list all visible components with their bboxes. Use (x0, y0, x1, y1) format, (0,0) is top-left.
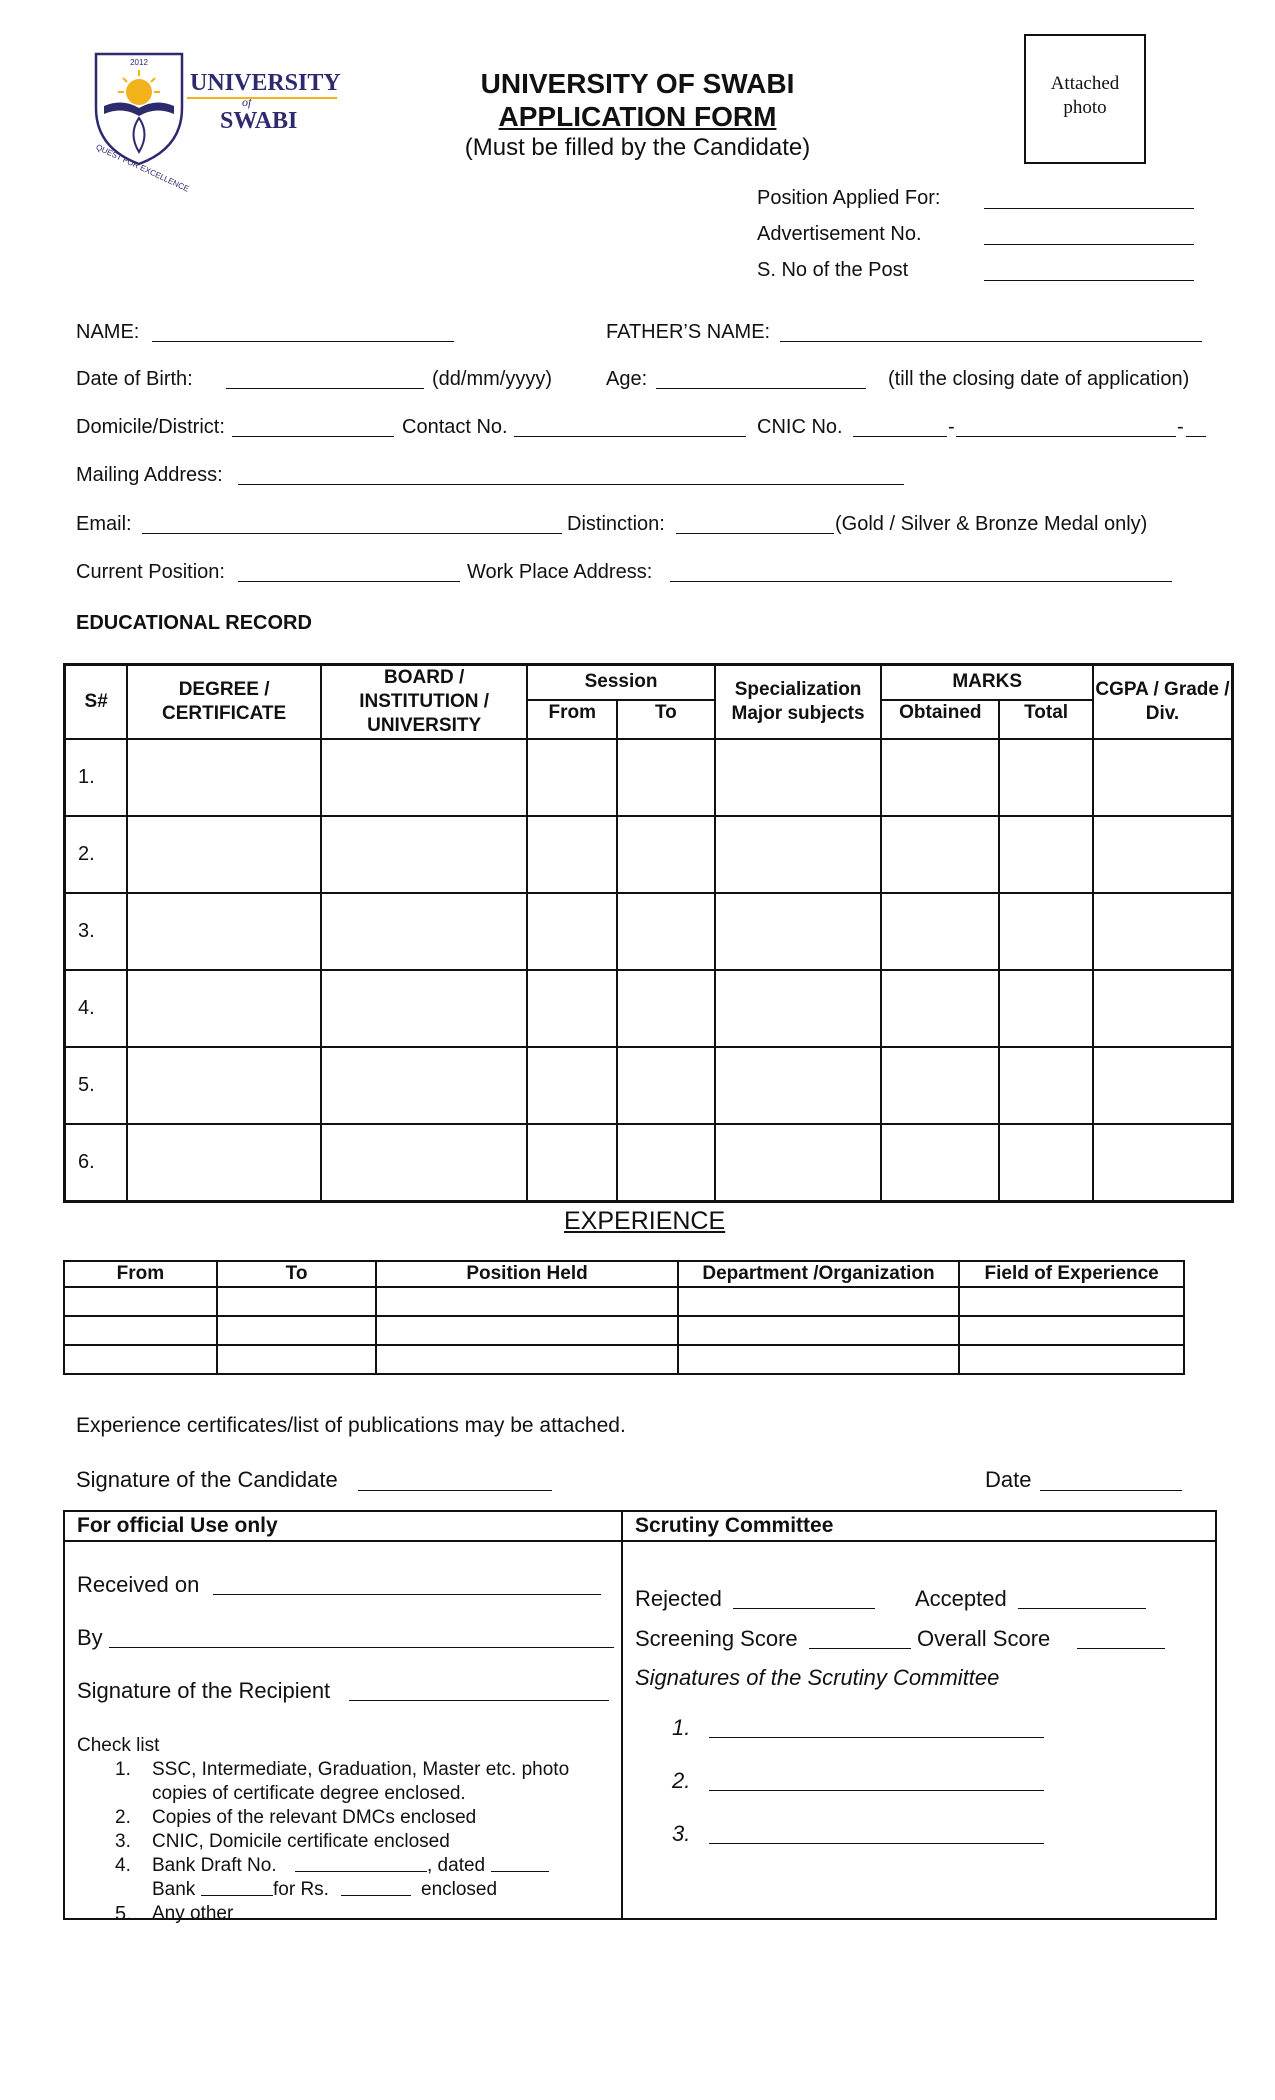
photo-box[interactable] (1024, 34, 1146, 164)
experience-cell[interactable] (376, 1287, 677, 1316)
received-on-label: Received on (77, 1572, 200, 1597)
svg-text:UNIVERSITY: UNIVERSITY (190, 70, 341, 96)
marks-total-header: Total (999, 700, 1093, 739)
check-item-5: Any other (152, 1903, 234, 1924)
official-use-box (63, 1510, 1217, 1925)
education-cell[interactable] (881, 1047, 999, 1124)
education-cell[interactable] (127, 1124, 321, 1201)
education-cell[interactable] (881, 816, 999, 893)
education-row-number: 4. (65, 970, 128, 1047)
degree-header: DEGREE / CERTIFICATE (127, 665, 321, 740)
scrutiny-signature-3[interactable] (709, 1825, 1044, 1844)
accepted-label: Accepted (915, 1586, 1007, 1611)
overall-score-field[interactable] (1077, 1630, 1165, 1649)
father-name-field[interactable] (780, 325, 1202, 342)
rejected-label: Rejected (635, 1586, 722, 1611)
contact-label: Contact No. (402, 416, 508, 438)
experience-cell[interactable] (217, 1287, 377, 1316)
logo-motto: QUEST FOR EXCELLENCE (94, 142, 191, 194)
exp-from-header: From (64, 1261, 217, 1287)
distinction-label: Distinction: (567, 513, 665, 535)
any-other-field[interactable] (248, 1905, 420, 1920)
by-field[interactable] (109, 1629, 614, 1648)
distinction-note: (Gold / Silver & Bronze Medal only) (835, 513, 1148, 535)
education-row-number: 3. (65, 893, 128, 970)
experience-row (64, 1287, 1184, 1316)
bank-name-field[interactable] (201, 1881, 273, 1896)
education-row (65, 1047, 1233, 1124)
candidate-signature-label: Signature of the Candidate (76, 1467, 338, 1492)
session-to-header: To (617, 700, 715, 739)
work-place-field[interactable] (670, 565, 1172, 582)
education-cell[interactable] (127, 816, 321, 893)
amount-field[interactable] (341, 1881, 411, 1896)
cnic-dash-1: - (948, 416, 955, 438)
experience-note: Experience certificates/list of publications may be attached. (76, 1414, 626, 1437)
advertisement-label: Advertisement No. (757, 223, 922, 245)
domicile-field[interactable] (232, 420, 394, 437)
sno-header: S# (65, 665, 128, 740)
post-sno-field[interactable] (984, 264, 1194, 281)
education-cell[interactable] (881, 739, 999, 816)
experience-cell[interactable] (678, 1345, 960, 1374)
cnic-dash-2: - (1177, 416, 1184, 438)
experience-cell[interactable] (959, 1345, 1184, 1374)
education-cell[interactable] (999, 1047, 1093, 1124)
experience-cell[interactable] (217, 1345, 377, 1374)
education-cell[interactable] (321, 1124, 527, 1201)
position-applied-label: Position Applied For: (757, 187, 941, 209)
scrutiny-signature-2[interactable] (709, 1772, 1044, 1791)
distinction-field[interactable] (676, 517, 834, 534)
education-cell[interactable] (1093, 816, 1233, 893)
screening-score-field[interactable] (809, 1630, 911, 1649)
scrutiny-sig-num-1: 1. (672, 1715, 691, 1740)
cnic-field-1[interactable] (853, 420, 947, 437)
exp-to-header: To (217, 1261, 377, 1287)
photo-label: Attached photo (1050, 73, 1120, 118)
cnic-field-2[interactable] (956, 420, 1176, 437)
education-row (65, 893, 1233, 970)
scrutiny-signatures-label: Signatures of the Scrutiny Committee (635, 1665, 1000, 1690)
board-header: BOARD / INSTITUTION / UNIVERSITY (321, 665, 527, 740)
education-cell[interactable] (321, 893, 527, 970)
education-row-number: 2. (65, 816, 128, 893)
check-num-5: 5. (115, 1903, 132, 1925)
education-cell[interactable] (527, 816, 617, 893)
education-cell[interactable] (617, 739, 715, 816)
education-cell[interactable] (321, 970, 527, 1047)
education-cell[interactable] (527, 1047, 617, 1124)
education-cell[interactable] (527, 1124, 617, 1201)
experience-cell[interactable] (64, 1345, 217, 1374)
bank-draft-date-field[interactable] (491, 1857, 549, 1872)
accepted-field[interactable] (1018, 1590, 1146, 1609)
check-item-4-dated: , dated (427, 1855, 486, 1876)
post-sno-label: S. No of the Post (757, 259, 909, 281)
age-label: Age: (606, 368, 648, 390)
cgpa-header: CGPA / Grade / Div. (1093, 665, 1233, 740)
date-field[interactable] (1040, 1472, 1182, 1491)
check-item-2: Copies of the relevant DMCs enclosed (152, 1807, 477, 1828)
experience-row (64, 1345, 1184, 1374)
check-num-2: 2. (115, 1807, 131, 1828)
education-cell[interactable] (715, 816, 882, 893)
education-cell[interactable] (715, 739, 882, 816)
check-item-3: CNIC, Domicile certificate enclosed (152, 1831, 450, 1852)
svg-text:SWABI: SWABI (220, 108, 298, 134)
advertisement-field[interactable] (984, 228, 1194, 245)
dob-field[interactable] (226, 372, 424, 389)
domicile-label: Domicile/District: (76, 416, 225, 438)
education-cell[interactable] (127, 1047, 321, 1124)
experience-table (63, 1260, 1185, 1375)
education-cell[interactable] (715, 970, 882, 1047)
education-cell[interactable] (881, 893, 999, 970)
overall-score-label: Overall Score (917, 1626, 1051, 1651)
experience-heading: EXPERIENCE (564, 1207, 726, 1235)
education-cell[interactable] (1093, 1124, 1233, 1201)
education-cell[interactable] (1093, 1047, 1233, 1124)
age-note: (till the closing date of application) (888, 368, 1190, 390)
check-item-4-for-rs: for Rs. (273, 1879, 329, 1900)
exp-position-header: Position Held (376, 1261, 677, 1287)
education-cell[interactable] (127, 893, 321, 970)
educational-record-heading: EDUCATIONAL RECORD (76, 612, 312, 634)
education-row (65, 816, 1233, 893)
education-row-number: 6. (65, 1124, 128, 1201)
name-field[interactable] (152, 325, 454, 342)
exp-department-header: Department /Organization (678, 1261, 960, 1287)
mailing-field[interactable] (238, 468, 904, 485)
logo-year: 2012 (130, 58, 148, 67)
education-cell[interactable] (999, 893, 1093, 970)
education-cell[interactable] (715, 1124, 882, 1201)
name-label: NAME: (76, 321, 140, 343)
scrutiny-signature-1[interactable] (709, 1719, 1044, 1738)
form-title: APPLICATION FORM (498, 101, 777, 132)
rejected-field[interactable] (733, 1590, 875, 1609)
screening-score-label: Screening Score (635, 1626, 798, 1651)
education-row-number: 1. (65, 739, 128, 816)
candidate-signature-field[interactable] (358, 1472, 552, 1491)
experience-cell[interactable] (678, 1316, 960, 1345)
check-item-4-enclosed: enclosed (421, 1879, 498, 1900)
experience-cell[interactable] (959, 1287, 1184, 1316)
educational-record-table (63, 663, 1234, 1203)
university-title: UNIVERSITY OF SWABI (480, 68, 795, 99)
session-header: Session (527, 665, 714, 700)
bank-draft-field[interactable] (295, 1857, 427, 1872)
official-use-title: For official Use only (77, 1514, 278, 1537)
email-field[interactable] (142, 517, 562, 534)
check-item-1: SSC, Intermediate, Graduation, Master etc. photo (152, 1759, 570, 1780)
checklist-title: Check list (77, 1735, 160, 1756)
recipient-signature-field[interactable] (349, 1682, 609, 1701)
work-place-label: Work Place Address: (467, 561, 653, 583)
experience-cell[interactable] (959, 1316, 1184, 1345)
education-cell[interactable] (999, 739, 1093, 816)
current-position-label: Current Position: (76, 561, 225, 583)
experience-cell[interactable] (64, 1287, 217, 1316)
education-cell[interactable] (999, 816, 1093, 893)
recipient-signature-label: Signature of the Recipient (77, 1678, 331, 1703)
received-on-field[interactable] (213, 1576, 601, 1595)
marks-header: MARKS (881, 665, 1093, 700)
education-cell[interactable] (617, 1124, 715, 1201)
form-subtitle: (Must be filled by the Candidate) (464, 134, 811, 161)
education-cell[interactable] (1093, 739, 1233, 816)
position-applied-field[interactable] (984, 192, 1194, 209)
age-field[interactable] (656, 372, 866, 389)
check-num-4: 4. (115, 1855, 131, 1876)
education-cell[interactable] (715, 893, 882, 970)
education-cell[interactable] (881, 970, 999, 1047)
session-from-header: From (527, 700, 617, 739)
marks-obtained-header: Obtained (881, 700, 999, 739)
education-cell[interactable] (999, 1124, 1093, 1201)
check-num-1: 1. (115, 1759, 131, 1780)
education-cell[interactable] (999, 970, 1093, 1047)
scrutiny-title: Scrutiny Committee (635, 1514, 834, 1537)
experience-cell[interactable] (217, 1316, 377, 1345)
check-num-3: 3. (115, 1831, 131, 1852)
education-cell[interactable] (527, 739, 617, 816)
education-cell[interactable] (617, 1047, 715, 1124)
email-label: Email: (76, 513, 132, 535)
svg-text:of: of (242, 95, 252, 109)
mailing-label: Mailing Address: (76, 464, 223, 486)
experience-cell[interactable] (376, 1345, 677, 1374)
education-row-number: 5. (65, 1047, 128, 1124)
education-cell[interactable] (527, 893, 617, 970)
cnic-label: CNIC No. (757, 416, 843, 438)
education-cell[interactable] (617, 970, 715, 1047)
education-row (65, 1124, 1233, 1201)
date-label: Date (985, 1467, 1032, 1492)
experience-row (64, 1316, 1184, 1345)
education-row (65, 739, 1233, 816)
education-cell[interactable] (881, 1124, 999, 1201)
education-cell[interactable] (617, 816, 715, 893)
education-cell[interactable] (1093, 970, 1233, 1047)
contact-field[interactable] (514, 420, 746, 437)
check-item-1-line2: copies of certificate degree enclosed. (152, 1783, 466, 1804)
cnic-field-3[interactable] (1186, 420, 1206, 437)
exp-field-header: Field of Experience (959, 1261, 1184, 1287)
education-cell[interactable] (127, 970, 321, 1047)
check-item-4: Bank Draft No. (152, 1855, 277, 1876)
education-cell[interactable] (715, 1047, 882, 1124)
specialization-header: Specialization Major subjects (715, 665, 882, 740)
father-name-label: FATHER’S NAME: (606, 321, 771, 343)
check-item-4-bank: Bank (152, 1879, 196, 1900)
experience-cell[interactable] (64, 1316, 217, 1345)
scrutiny-sig-num-3: 3. (672, 1821, 691, 1846)
education-row (65, 970, 1233, 1047)
education-cell[interactable] (321, 816, 527, 893)
education-cell[interactable] (127, 739, 321, 816)
education-cell[interactable] (1093, 893, 1233, 970)
dob-label: Date of Birth: (76, 368, 193, 390)
education-cell[interactable] (617, 893, 715, 970)
experience-cell[interactable] (376, 1316, 677, 1345)
current-position-field[interactable] (238, 565, 460, 582)
by-label: By (77, 1625, 103, 1650)
experience-cell[interactable] (678, 1287, 960, 1316)
education-cell[interactable] (527, 970, 617, 1047)
education-cell[interactable] (321, 1047, 527, 1124)
scrutiny-sig-num-2: 2. (672, 1768, 691, 1793)
education-cell[interactable] (321, 739, 527, 816)
dob-format: (dd/mm/yyyy) (432, 368, 552, 390)
